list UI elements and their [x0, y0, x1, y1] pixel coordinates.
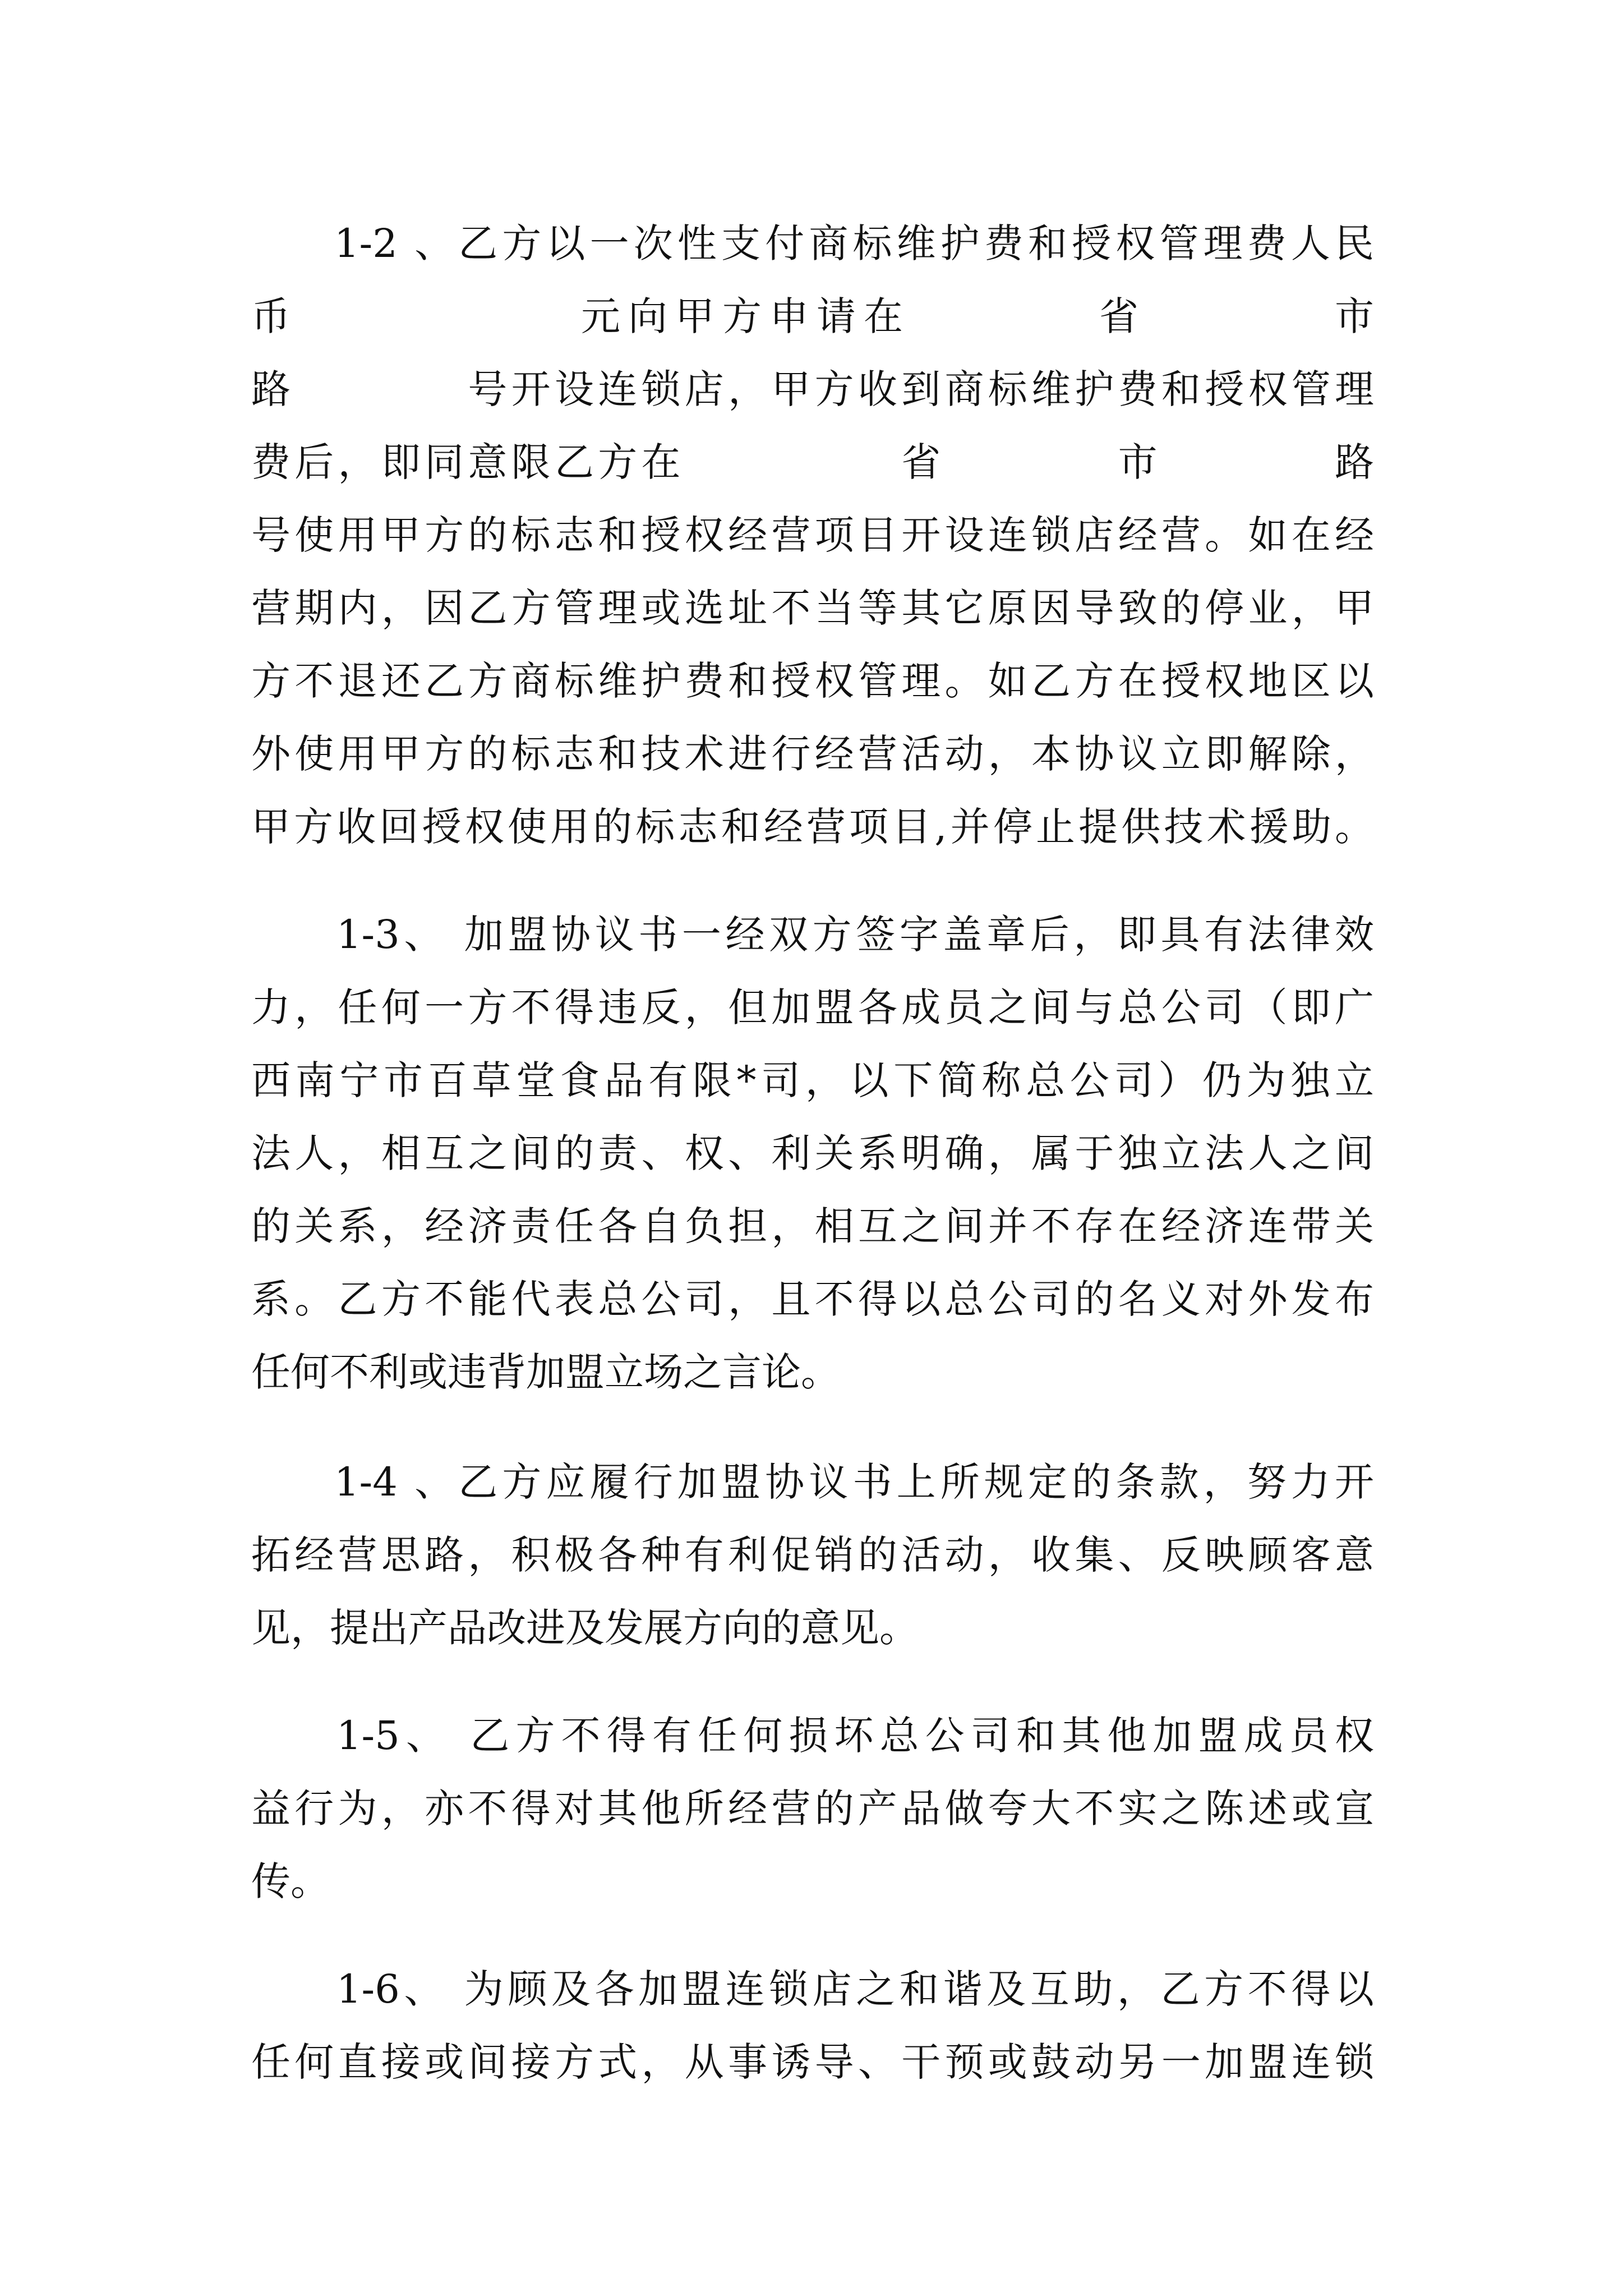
text-line: 费后，即同意限乙方在 省 市 路 [251, 439, 1374, 485]
text-line: 拓经营思路，积极各种有利促销的活动，收集、反映顾客意 [251, 1532, 1374, 1578]
text-line: 路 号开设连锁店，甲方收到商标维护费和授权管理 [251, 366, 1374, 412]
text-line: 外使用甲方的标志和技术进行经营活动，本协议立即解除， [251, 731, 1374, 777]
text-line: 力，任何一方不得违反，但加盟各成员之间与总公司（即广 [251, 984, 1374, 1030]
text-line: 甲方收回授权使用的标志和经营项目,并停止提供技术援助。 [251, 804, 1374, 850]
text-line: 系。乙方不能代表总公司，且不得以总公司的名义对外发布 [251, 1276, 1374, 1322]
text-line: 传。 [251, 1858, 330, 1904]
text-line: 任何不利或违背加盟立场之言论。 [251, 1349, 840, 1395]
text-line: 1-4 、乙方应履行加盟协议书上所规定的条款，努力开 [334, 1459, 1374, 1505]
text-line: 1-3、 加盟协议书一经双方签字盖章后，即具有法律效 [336, 912, 1374, 958]
text-line: 的关系，经济责任各自负担，相互之间并不存在经济连带关 [251, 1203, 1374, 1249]
text-line: 1-6、 为顾及各加盟连锁店之和谐及互助，乙方不得以 [336, 1966, 1374, 2012]
text-line: 任何直接或间接方式，从事诱导、干预或鼓动另一加盟连锁 [251, 2039, 1374, 2085]
text-line: 1-5、 乙方不得有任何损坏总公司和其他加盟成员权 [336, 1713, 1374, 1759]
text-line: 号使用甲方的标志和授权经营项目开设连锁店经营。如在经 [251, 512, 1374, 558]
text-line: 方不退还乙方商标维护费和授权管理。如乙方在授权地区以 [251, 658, 1374, 704]
text-line: 1-2 、乙方以一次性支付商标维护费和授权管理费人民 [334, 220, 1374, 266]
text-line: 益行为，亦不得对其他所经营的产品做夸大不实之陈述或宣 [251, 1786, 1374, 1832]
text-line: 币 元向甲方申请在 省 市 [251, 293, 1374, 339]
text-line: 见，提出产品改进及发展方向的意见。 [251, 1605, 919, 1651]
text-line: 营期内，因乙方管理或选址不当等其它原因导致的停业，甲 [251, 585, 1374, 631]
text-line: 西南宁市百草堂食品有限*司，以下简称总公司）仍为独立 [251, 1057, 1374, 1103]
text-line: 法人，相互之间的责、权、利关系明确，属于独立法人之间 [251, 1130, 1374, 1176]
